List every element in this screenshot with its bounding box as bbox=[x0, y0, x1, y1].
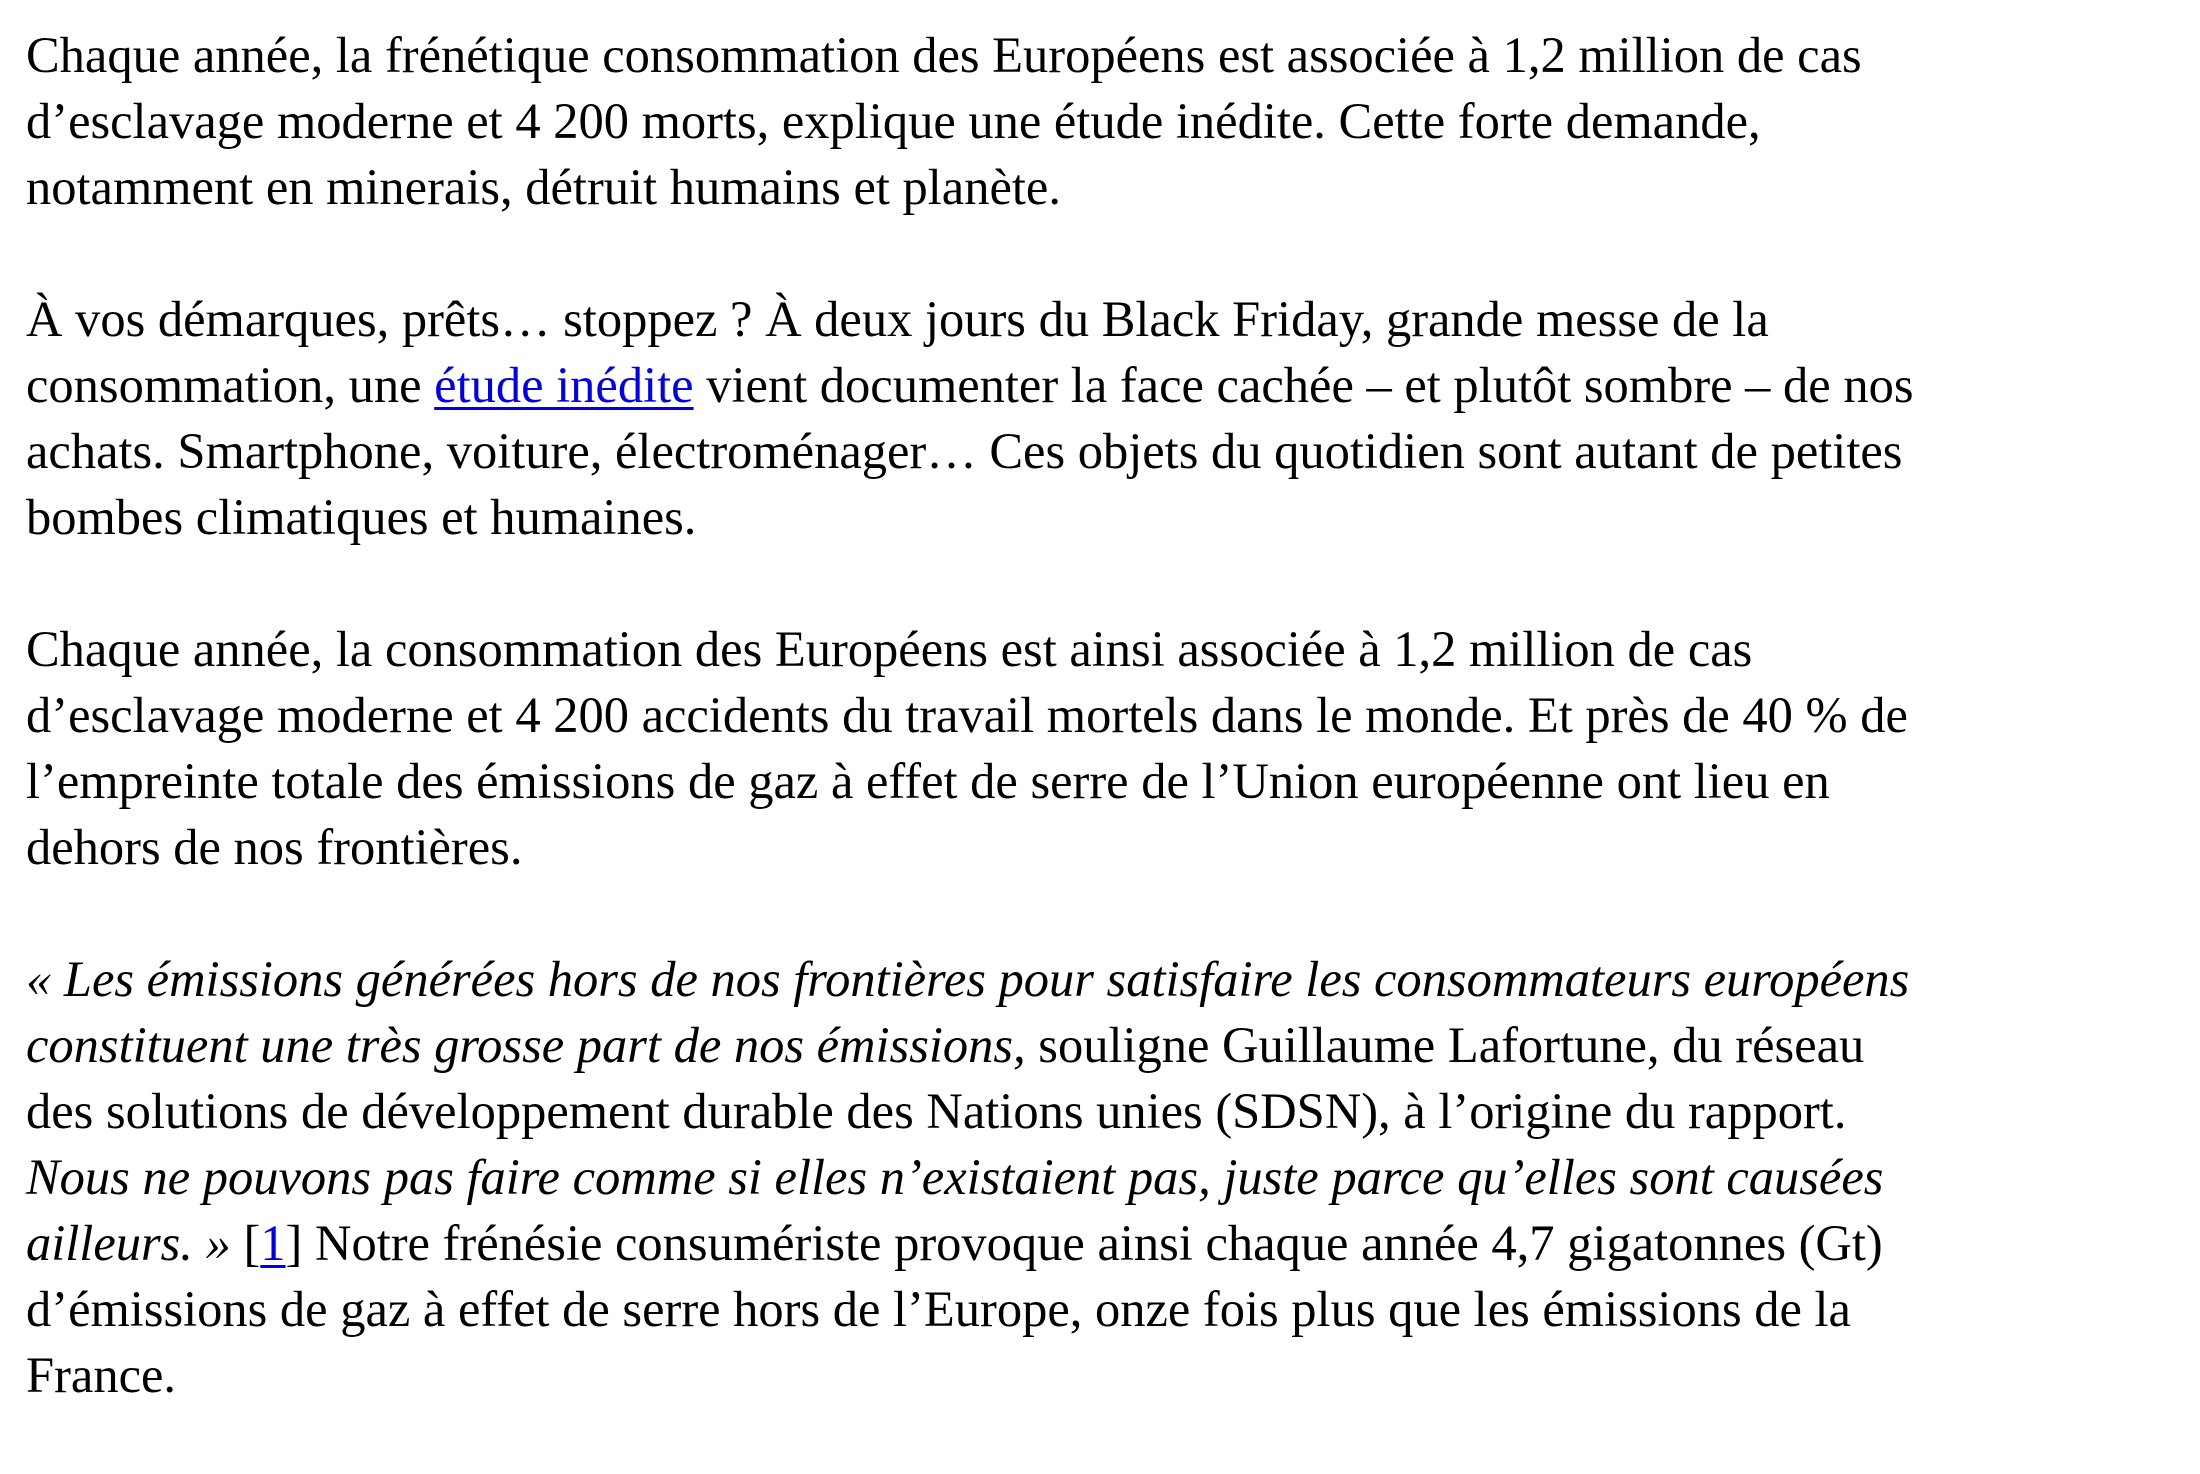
quote-text: ailleurs. » bbox=[26, 1215, 231, 1271]
paragraph-black-friday bbox=[26, 286, 2186, 550]
text-line: notamment en minerais, détruit humains et planète. bbox=[26, 159, 1061, 215]
quote-text: constituent une très grosse part de nos émissions, bbox=[26, 1017, 1026, 1073]
text-line bbox=[26, 352, 2186, 418]
footnote-bracket-open: [ bbox=[230, 1215, 261, 1271]
footnote-link[interactable]: 1 bbox=[260, 1215, 286, 1271]
text-fragment: consommation, une bbox=[26, 357, 435, 413]
text-line: France. bbox=[26, 1347, 177, 1403]
text-line: des solutions de développement durable des Nations unies (SDSN), à l’origine du rapport. bbox=[26, 1083, 1847, 1139]
text-fragment: Notre frénésie consumériste provoque ainsi chaque année 4,7 gigatonnes (Gt) bbox=[302, 1215, 1883, 1271]
text-line: Chaque année, la consommation des Européens est ainsi associée à 1,2 million de cas bbox=[26, 621, 1753, 677]
text-line: d’esclavage moderne et 4 200 accidents du travail mortels dans le monde. Et près de 40 % de bbox=[26, 687, 1908, 743]
article-body bbox=[26, 22, 2186, 1474]
paragraph-statistics bbox=[26, 616, 2186, 880]
paragraph-quote bbox=[26, 946, 2186, 1408]
quote-text: Nous ne pouvons pas faire comme si elles n’existaient pas, juste parce qu’elles sont causées bbox=[26, 1149, 1884, 1205]
paragraph-intro bbox=[26, 22, 2186, 220]
text-line: bombes climatiques et humaines. bbox=[26, 489, 697, 545]
text-line bbox=[26, 1144, 2186, 1210]
text-line: d’émissions de gaz à effet de serre hors de l’Europe, onze fois plus que les émissions de la bbox=[26, 1281, 1851, 1337]
text-line bbox=[26, 946, 2186, 1012]
text-line bbox=[26, 1012, 2186, 1078]
text-line: À vos démarques, prêts… stoppez ? À deux jours du Black Friday, grande messe de la bbox=[26, 291, 1769, 347]
text-line: dehors de nos frontières. bbox=[26, 819, 523, 875]
text-fragment: vient documenter la face cachée – et plutôt sombre – de nos bbox=[693, 357, 1914, 413]
quote-text: « Les émissions générées hors de nos frontières pour satisfaire les consommateurs européens bbox=[26, 951, 1910, 1007]
text-line: d’esclavage moderne et 4 200 morts, explique une étude inédite. Cette forte demande, bbox=[26, 93, 1761, 149]
text-line: achats. Smartphone, voiture, électroménager… Ces objets du quotidien sont autant de petites bbox=[26, 423, 1903, 479]
text-line bbox=[26, 1210, 2186, 1276]
text-line: l’empreinte totale des émissions de gaz à effet de serre de l’Union européenne ont lieu en bbox=[26, 753, 1830, 809]
text-line: Chaque année, la frénétique consommation des Européens est associée à 1,2 million de cas bbox=[26, 27, 1862, 83]
footnote-bracket-close: ] bbox=[285, 1215, 303, 1271]
text-fragment: souligne Guillaume Lafortune, du réseau bbox=[1025, 1017, 1865, 1073]
study-link[interactable]: étude inédite bbox=[434, 357, 694, 413]
